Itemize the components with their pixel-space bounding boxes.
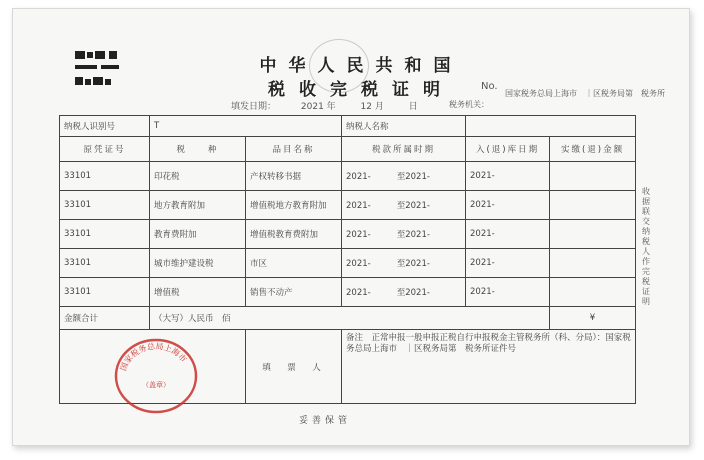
serial-number-label: No.	[481, 81, 498, 92]
remark-cell: 备注 正常申报一般申报正税自行申报税金主管税务所（科、分局）：国家税务总局上海市 ｜区税务局第 税务所证件号	[342, 330, 636, 404]
period-end: 至2021-	[396, 288, 430, 298]
fill-date-year: 2021 年	[300, 102, 336, 112]
date-cell: 2021-	[466, 278, 550, 307]
tax-type-cell: 地方教育附加	[150, 191, 246, 220]
column-header: 实缴(退)金额	[550, 137, 636, 162]
date-cell: 2021-	[466, 162, 550, 191]
qr-code-icon	[73, 43, 131, 91]
table-row	[60, 191, 636, 220]
period-end: 至2021-	[396, 201, 430, 211]
total-currency-symbol: ¥	[550, 307, 636, 330]
period-end: 至2021-	[396, 230, 430, 240]
total-row	[60, 307, 636, 330]
column-header: 入(退)库日期	[466, 137, 550, 162]
filler-label: 填 票 人	[246, 330, 342, 404]
table-row	[60, 162, 636, 191]
amount-cell	[550, 162, 636, 191]
date-cell: 2021-	[466, 249, 550, 278]
fill-date-label: 填发日期：	[231, 102, 277, 112]
period-cell	[342, 278, 466, 307]
table-row	[60, 278, 636, 307]
table-row	[60, 249, 636, 278]
tax-type-cell: 印花税	[150, 162, 246, 191]
period-start: 2021-	[346, 230, 371, 240]
column-header: 品目名称	[246, 137, 342, 162]
fill-date	[231, 99, 418, 112]
table-row	[60, 220, 636, 249]
amount-cell	[550, 191, 636, 220]
column-header-row	[60, 137, 636, 162]
period-cell	[342, 191, 466, 220]
period-cell	[342, 220, 466, 249]
taxpayer-id-value: T	[150, 116, 342, 137]
item-cell: 市区	[246, 249, 342, 278]
tax-authority-label: 税务机关：	[449, 100, 489, 109]
period-start: 2021-	[346, 172, 371, 182]
total-words: （大写）人民币 佰	[150, 307, 550, 330]
amount-cell	[550, 278, 636, 307]
amount-cell	[550, 249, 636, 278]
voucher-cell: 33101	[60, 249, 150, 278]
side-note: 收据联 交纳税人作完税证明	[642, 187, 650, 306]
tax-type-cell: 教育费附加	[150, 220, 246, 249]
item-cell: 增值税地方教育附加	[246, 191, 342, 220]
taxpayer-name-value	[466, 116, 636, 137]
item-cell: 增值税教育费附加	[246, 220, 342, 249]
seal-inner-text: （盖章）	[142, 381, 170, 389]
period-end: 至2021-	[396, 172, 430, 182]
period-cell	[342, 249, 466, 278]
period-start: 2021-	[346, 259, 371, 269]
voucher-cell: 33101	[60, 278, 150, 307]
total-label: 金额合计	[60, 307, 150, 330]
tax-type-cell: 城市维护建设税	[150, 249, 246, 278]
fill-date-month: 12 月	[360, 102, 384, 112]
item-cell: 产权转移书据	[246, 162, 342, 191]
voucher-cell: 33101	[60, 191, 150, 220]
voucher-cell: 33101	[60, 162, 150, 191]
column-header: 原凭证号	[60, 137, 150, 162]
footer-note: 妥善保管	[299, 416, 352, 426]
amount-cell	[550, 220, 636, 249]
tax-certificate	[12, 8, 690, 446]
date-cell: 2021-	[466, 191, 550, 220]
tax-type-cell: 增值税	[150, 278, 246, 307]
taxpayer-name-label: 纳税人名称	[342, 116, 466, 137]
period-start: 2021-	[346, 201, 371, 211]
certificate-title-line1: 中华人民共和国	[259, 56, 463, 76]
official-seal-icon	[113, 337, 199, 415]
fill-date-day: 日	[408, 102, 418, 112]
voucher-cell: 33101	[60, 220, 150, 249]
seal-text: 国家税务总局上海市	[118, 341, 189, 373]
item-cell: 销售不动产	[246, 278, 342, 307]
tax-authority-value: 国家税务总局上海市 ｜区税务局第 税务所	[505, 89, 665, 98]
date-cell: 2021-	[466, 220, 550, 249]
column-header: 税款所属时期	[342, 137, 466, 162]
watermark-seal	[309, 39, 369, 93]
certificate-title-line2: 税收完税证明	[268, 80, 454, 100]
column-header: 税 种	[150, 137, 246, 162]
period-cell	[342, 162, 466, 191]
period-start: 2021-	[346, 288, 371, 298]
period-end: 至2021-	[396, 259, 430, 269]
taxpayer-id-label: 纳税人识别号	[60, 116, 150, 137]
